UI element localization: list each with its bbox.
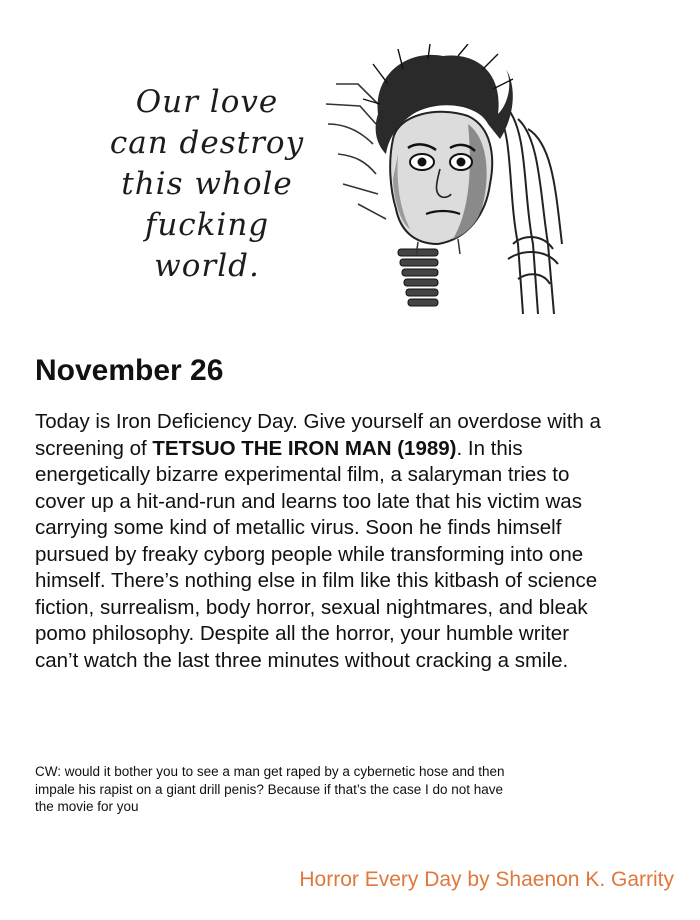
body-text-review: . In this energetically bizarre experimental film, a salaryman tries to cover up a hit-and-run and learns too late that his victim was carrying some kind of metallic virus. Soon he finds himself pursued by freaky cyborg people while transforming into one himself. There’s nothing else in film like this kitbash of science fiction, surrealism, body horror, sexual nightmares, and bleak pomo philosophy. Despite all the horror, your humble writer can’t watch the last three minutes without cracking a smile. — [35, 436, 598, 672]
body-text-intro: Today is Iron Deficiency Day. Give yourself an overdose with a screening of — [35, 410, 601, 460]
series-credit: Horror Every Day by Shaenon K. Garrity — [299, 868, 674, 891]
handwritten-line: this whole — [121, 166, 293, 202]
content-warning: CW: would it bother you to see a man get raped by a cybernetic hose and then impale his rapist on a giant drill penis? Because if that’s the case I do not have the movie for you — [35, 764, 505, 814]
handwritten-caption — [92, 82, 322, 287]
sketch-portrait-icon — [318, 44, 568, 314]
entry-body — [35, 409, 610, 674]
film-title: TETSUO THE IRON MAN (1989) — [152, 436, 457, 460]
handwritten-line: Our love — [135, 84, 279, 120]
header-illustration — [0, 0, 700, 340]
entry-date-heading: November 26 — [35, 354, 224, 387]
handwritten-line: fucking world. — [144, 207, 270, 284]
handwritten-line: can destroy — [109, 125, 305, 161]
